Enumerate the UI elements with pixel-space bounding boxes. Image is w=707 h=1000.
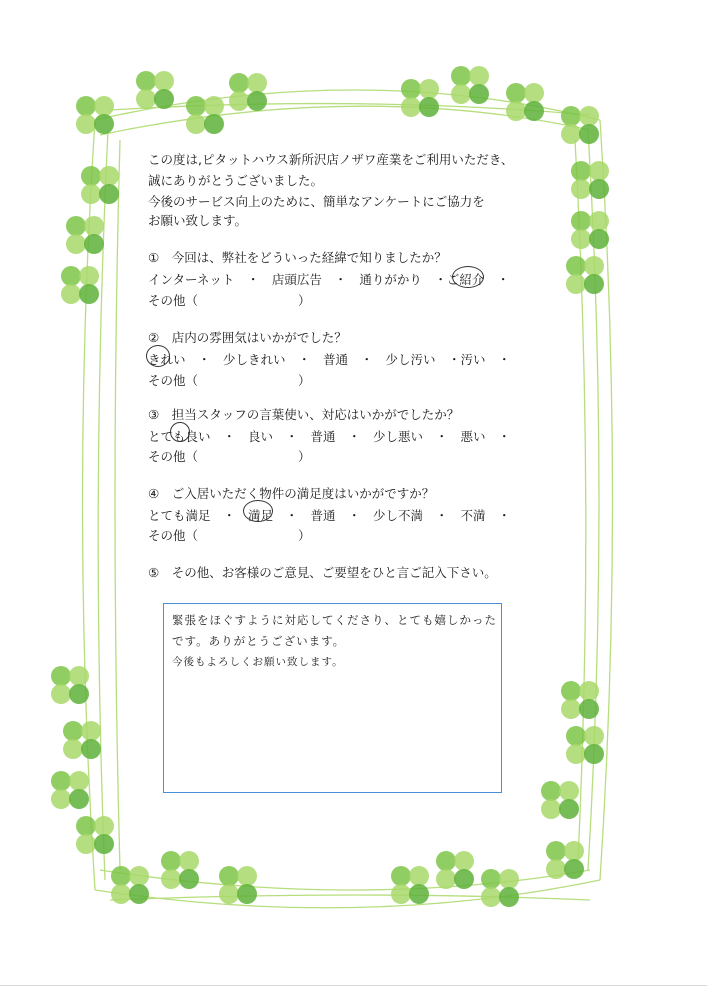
question-3-selection-circle xyxy=(170,422,190,442)
question-2 xyxy=(148,328,347,346)
page-bottom-divider xyxy=(0,985,707,986)
comment-line-2: です。ありがとうございます。 xyxy=(172,634,346,648)
question-2-selection-circle xyxy=(146,345,170,367)
question-4 xyxy=(148,484,434,502)
question-3-other: その他（ ） xyxy=(148,449,311,464)
question-4-selection-circle xyxy=(243,500,273,522)
intro-line-3: 今後のサービス向上のために、簡単なアンケートにご協力を xyxy=(148,194,485,209)
question-1-options: インターネット ・ 店頭広告 ・ 通りがかり ・ご紹介 ・ xyxy=(148,272,510,287)
question-3 xyxy=(148,405,459,423)
question-1-selection-circle xyxy=(452,266,484,288)
question-5 xyxy=(148,563,497,581)
intro-line-4: お願い致します。 xyxy=(148,213,248,228)
comment-line-3: 今後もよろしくお願い致します。 xyxy=(172,656,344,668)
comment-line-1: 緊張をほぐすように対応してくださり、とても嬉しかった xyxy=(172,613,497,627)
comment-box xyxy=(163,603,502,793)
question-2-number: ② xyxy=(148,330,160,345)
question-2-other: その他（ ） xyxy=(148,373,311,388)
question-4-options: とても満足 ・ 満足 ・ 普通 ・ 少し不満 ・ 不満 ・ xyxy=(148,508,511,523)
question-4-number: ④ xyxy=(148,486,160,501)
intro-line-2: 誠にありがとうございました。 xyxy=(148,173,324,188)
question-1-text: 今回は、弊社をどういった経緯で知りましたか？ xyxy=(171,250,447,265)
question-1-other: その他（ ） xyxy=(148,293,311,308)
question-3-text: 担当スタッフの言葉使い、対応はいかがでしたか？ xyxy=(171,407,460,422)
question-2-text: 店内の雰囲気はいかがでした？ xyxy=(171,330,347,345)
question-4-text: ご入居いただく物件の満足度はいかがですか？ xyxy=(171,486,435,501)
question-5-text: その他、お客様のご意見、ご要望をひと言ご記入下さい。 xyxy=(171,565,497,580)
question-4-other: その他（ ） xyxy=(148,528,311,543)
question-1 xyxy=(148,248,447,266)
question-1-number: ① xyxy=(148,250,160,265)
question-2-options: きれい ・ 少しきれい ・ 普通 ・ 少し汚い ・汚い ・ xyxy=(148,352,511,367)
question-5-number: ⑤ xyxy=(148,565,160,580)
question-3-number: ③ xyxy=(148,407,160,422)
intro-line-1: この度は,ピタットハウス新所沢店ノザワ産業をご利用いただき、 xyxy=(148,152,514,167)
question-3-options: とても良い ・ 良い ・ 普通 ・ 少し悪い ・ 悪い ・ xyxy=(148,429,511,444)
